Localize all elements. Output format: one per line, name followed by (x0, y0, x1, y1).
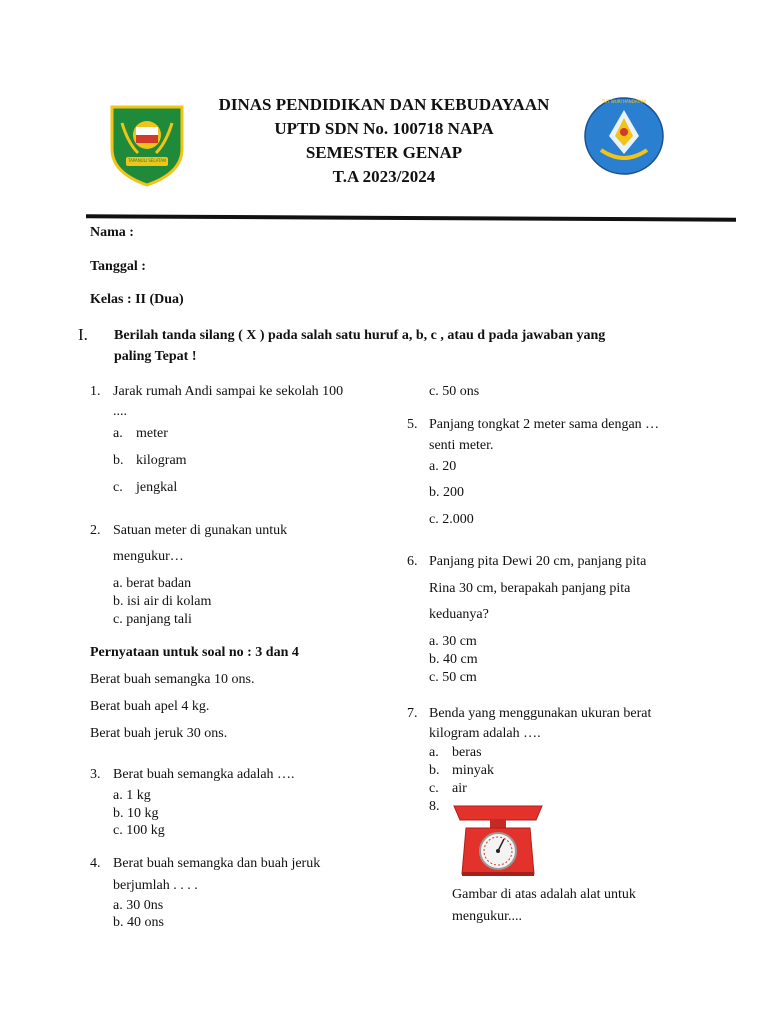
district-emblem-text: TAPANULI SELATAN (127, 158, 167, 163)
section-roman: I. (78, 325, 88, 344)
q6-text-3: keduanya? (429, 607, 489, 622)
q2-text-1: Satuan meter di gunakan untuk (113, 523, 288, 538)
q7-option-b-letter: b. (429, 763, 440, 778)
q2-option-a[interactable]: a. berat badan (113, 576, 192, 591)
tut-wuri-handayani-text: TUT WURI HANDAYANI (601, 99, 647, 104)
q7-option-b[interactable]: minyak (452, 763, 494, 778)
q5-option-c[interactable]: c. 2.000 (429, 512, 474, 527)
instruction-line-2: paling Tepat ! (114, 349, 197, 364)
q4-text-2: berjumlah . . . . (113, 878, 198, 893)
q1-option-a[interactable]: meter (136, 426, 168, 441)
q4-option-a[interactable]: a. 30 0ns (113, 898, 164, 913)
field-tanggal: Tanggal : (90, 259, 146, 274)
statement-1: Berat buah semangka 10 ons. (90, 672, 255, 687)
q3-option-c[interactable]: c. 100 kg (113, 823, 165, 838)
statement-2: Berat buah apel 4 kg. (90, 699, 210, 714)
q7-option-c-letter: c. (429, 781, 439, 796)
q4-option-b[interactable]: b. 40 ons (113, 915, 164, 930)
q6-text-1: Panjang pita Dewi 20 cm, panjang pita (429, 554, 647, 569)
q3-number: 3. (90, 767, 101, 782)
header-divider (86, 214, 736, 221)
header-school: UPTD SDN No. 100718 NAPA (274, 119, 494, 138)
q3-option-a[interactable]: a. 1 kg (113, 788, 151, 803)
instruction-line-1: Berilah tanda silang ( X ) pada salah satu huruf a, b, c , atau d pada jawaban yang (114, 328, 606, 343)
header-agency: DINAS PENDIDIKAN DAN KEBUDAYAAN (218, 95, 550, 114)
q2-option-c[interactable]: c. panjang tali (113, 612, 192, 627)
q6-option-a[interactable]: a. 30 cm (429, 634, 477, 649)
q4-option-c[interactable]: c. 50 ons (429, 384, 480, 399)
field-nama: Nama : (90, 225, 134, 240)
q3-option-b[interactable]: b. 10 kg (113, 806, 159, 821)
q1-number: 1. (90, 384, 101, 399)
q1-text-2: .... (113, 404, 127, 419)
q7-text-1: Benda yang menggunakan ukuran berat (429, 706, 652, 721)
header-year: T.A 2023/2024 (332, 167, 436, 186)
q3-text: Berat buah semangka adalah …. (113, 767, 295, 782)
statement-title: Pernyataan untuk soal no : 3 dan 4 (90, 645, 299, 660)
q6-text-2: Rina 30 cm, berapakah panjang pita (429, 581, 631, 596)
q7-text-2: kilogram adalah …. (429, 726, 541, 741)
q2-number: 2. (90, 523, 101, 538)
kitchen-scale-icon (452, 802, 544, 878)
q1-option-c[interactable]: jengkal (136, 480, 178, 495)
field-kelas: Kelas : II (Dua) (90, 292, 184, 307)
q5-text-2: senti meter. (429, 438, 494, 453)
q8-number: 8. (429, 799, 440, 814)
q5-number: 5. (407, 417, 418, 432)
q7-option-a-letter: a. (429, 745, 439, 760)
q1-option-b[interactable]: kilogram (136, 453, 187, 468)
q5-text-1: Panjang tongkat 2 meter sama dengan … (429, 417, 660, 432)
q6-option-c[interactable]: c. 50 cm (429, 670, 477, 685)
q7-number: 7. (407, 706, 418, 721)
q1-option-b-letter: b. (113, 453, 124, 468)
q5-option-b[interactable]: b. 200 (429, 485, 464, 500)
q2-option-b[interactable]: b. isi air di kolam (113, 594, 212, 609)
q8-text-1: Gambar di atas adalah alat untuk (452, 887, 636, 902)
q1-option-c-letter: c. (113, 480, 123, 495)
header-semester: SEMESTER GENAP (305, 143, 463, 162)
q6-number: 6. (407, 554, 418, 569)
q1-option-a-letter: a. (113, 426, 123, 441)
q7-option-a[interactable]: beras (452, 745, 482, 760)
q7-option-c[interactable]: air (452, 781, 467, 796)
q4-number: 4. (90, 856, 101, 871)
q8-text-2: mengukur.... (452, 909, 522, 924)
q5-option-a[interactable]: a. 20 (429, 459, 457, 474)
q4-text-1: Berat buah semangka dan buah jeruk (113, 856, 321, 871)
statement-3: Berat buah jeruk 30 ons. (90, 726, 228, 741)
q6-option-b[interactable]: b. 40 cm (429, 652, 478, 667)
q2-text-2: mengukur… (113, 549, 184, 564)
q1-text-1: Jarak rumah Andi sampai ke sekolah 100 (113, 384, 344, 399)
